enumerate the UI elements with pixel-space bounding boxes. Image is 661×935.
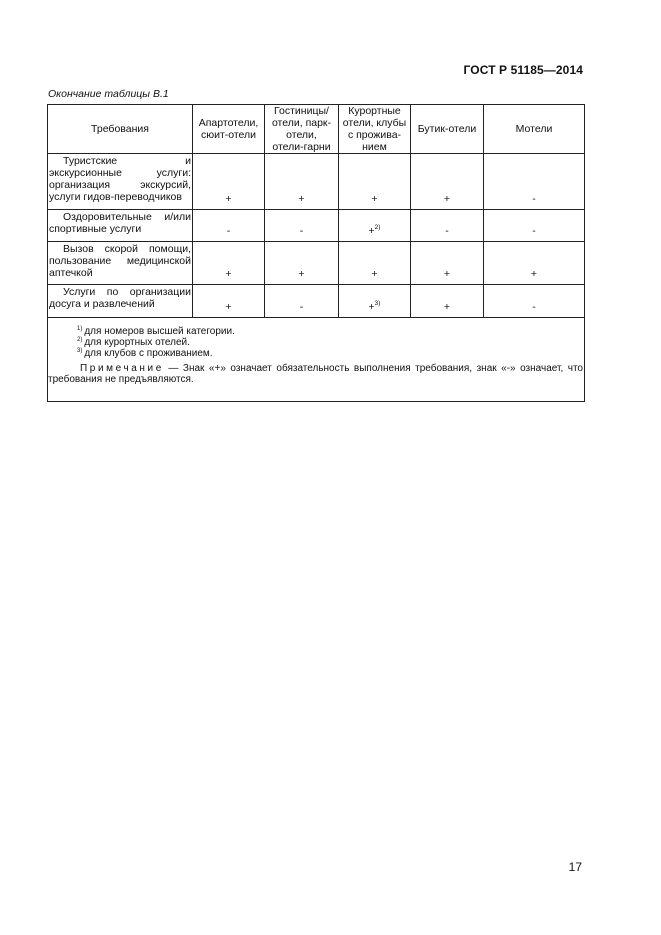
table-row — [48, 154, 585, 210]
column-header-hotels: Гостиницы/ отели, парк-отели, отели-гарни — [265, 105, 339, 154]
notes-row — [48, 318, 585, 402]
table-row — [48, 285, 585, 318]
value-cell: + — [484, 242, 585, 285]
value-cell: - — [411, 210, 484, 242]
requirement-cell: Услуги по организации досуга и развлечений — [48, 285, 193, 318]
value-cell: + — [193, 154, 265, 210]
table-notes — [48, 318, 585, 402]
value-cell: +$^{3)}$ — [339, 285, 411, 318]
table-note — [48, 363, 584, 385]
column-header-aparthotels: Апартотели, сюит-отели — [193, 105, 265, 154]
table-header-row — [48, 105, 585, 154]
value-cell: + — [193, 242, 265, 285]
requirement-cell: Оздоровительные и/или спортивные услуги — [48, 210, 193, 242]
column-header-resort-hotels: Курортные отели, клубы с прожива-нием — [339, 105, 411, 154]
footnote-ref: 2) — [374, 224, 381, 231]
footnote: $^{3)}$ для клубов с проживанием. — [77, 348, 213, 359]
value-cell: - — [484, 210, 585, 242]
document-id: ГОСТ Р 51185—2014 — [463, 63, 583, 77]
requirement-cell: Вызов скорой помощи, пользование медицинской аптечкой — [48, 242, 193, 285]
table-row — [48, 210, 585, 242]
note-text: — Знак «+» означает обязательность выполнения требования, знак «-» означает, что требования не предъявляются. — [48, 363, 583, 385]
value-cell: + — [265, 242, 339, 285]
footnote-ref: 3) — [374, 300, 381, 307]
value-cell: + — [411, 285, 484, 318]
footnote: $^{2)}$ для курортных отелей. — [77, 337, 190, 348]
requirements-table-container — [47, 104, 584, 402]
column-header-requirements: Требования — [48, 105, 193, 154]
column-header-boutique-hotels: Бутик-отели — [411, 105, 484, 154]
page-number: 17 — [568, 860, 582, 874]
footnote: $^{1)}$ для номеров высшей категории. — [77, 326, 235, 337]
value-cell: + — [411, 154, 484, 210]
value-cell: - — [265, 210, 339, 242]
value-cell: + — [411, 242, 484, 285]
value-cell: +$^{2)}$ — [339, 210, 411, 242]
table-caption: Окончание таблицы В.1 — [48, 88, 169, 100]
value-cell: - — [265, 285, 339, 318]
value-cell: + — [339, 242, 411, 285]
value-cell: + — [265, 154, 339, 210]
table-row — [48, 242, 585, 285]
note-label: Примечание — [80, 363, 164, 374]
value-cell: - — [484, 285, 585, 318]
value-cell: + — [193, 285, 265, 318]
requirements-table — [47, 104, 585, 402]
value-cell: + — [339, 154, 411, 210]
column-header-motels: Мотели — [484, 105, 585, 154]
value-cell: - — [484, 154, 585, 210]
requirement-cell: Туристские и экскурсионные услуги: организация экскурсий, услуги гидов-переводчиков — [48, 154, 193, 210]
value-cell: - — [193, 210, 265, 242]
